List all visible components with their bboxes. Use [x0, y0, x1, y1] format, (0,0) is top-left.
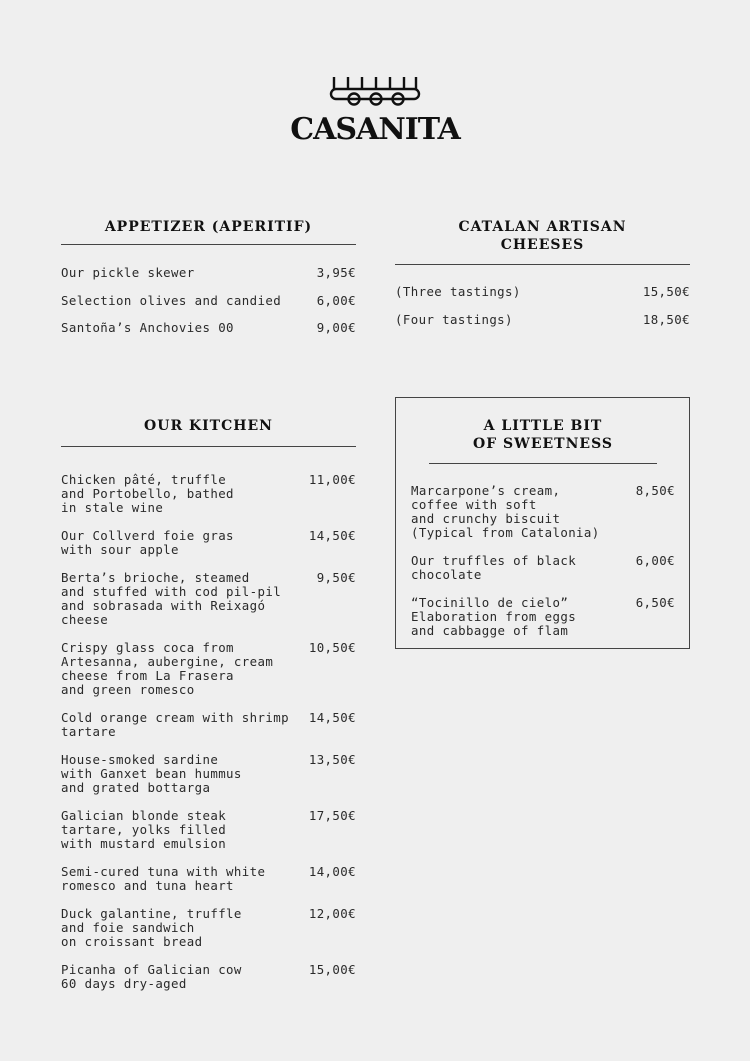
menu-item-price: 18,50€	[642, 311, 690, 327]
section-title: OUR KITCHEN	[144, 418, 273, 434]
menu-item-price: 10,50€	[308, 640, 356, 655]
menu-item	[61, 865, 356, 893]
menu-item-name: Our Collverd foie gras with sour apple	[61, 528, 234, 557]
menu-item	[61, 571, 356, 627]
menu-item	[61, 711, 356, 739]
menu-item-name: (Three tastings)	[395, 284, 521, 299]
menu-item-name: (Four tastings)	[395, 311, 513, 327]
menu-item	[61, 473, 356, 515]
menu-item-price: 15,00€	[308, 962, 356, 977]
menu-item	[61, 753, 356, 795]
menu-item-price: 6,50€	[635, 595, 675, 610]
menu-item-price: 3,95€	[316, 265, 356, 280]
menu-item-name: Marcarpone’s cream, coffee with soft and crunchy biscuit (Typical from Catalonia)	[411, 483, 600, 540]
menu-item	[61, 907, 356, 949]
menu-item-price: 6,00€	[316, 292, 356, 308]
menu-item	[61, 809, 356, 851]
menu-item-price: 9,00€	[316, 320, 356, 335]
divider	[61, 446, 356, 447]
divider	[429, 463, 657, 464]
section-title: A LITTLE BIT OF SWEETNESS	[473, 418, 613, 452]
menu-item	[411, 554, 675, 582]
divider	[61, 244, 356, 245]
menu-item-name: Our pickle skewer	[61, 265, 195, 280]
menu-item-price: 9,50€	[316, 570, 356, 585]
menu-item	[61, 963, 356, 991]
appetizer-section	[61, 218, 356, 349]
skewer-icon	[280, 74, 470, 110]
menu-item-name: Santoña’s Anchovies 00	[61, 320, 234, 335]
menu-item-price: 14,50€	[308, 528, 356, 543]
section-title: APPETIZER (APERITIF)	[104, 219, 313, 235]
menu-item	[61, 529, 356, 557]
menu-item-name: Our truffles of black chocolate	[411, 553, 577, 582]
menu-item	[61, 266, 356, 280]
menu-item	[61, 641, 356, 697]
kitchen-section	[61, 417, 356, 1005]
menu-item	[395, 285, 690, 299]
menu-item-price: 15,50€	[642, 284, 690, 299]
menu-item-price: 12,00€	[308, 906, 356, 921]
menu-item	[411, 596, 675, 638]
menu-item-name: Crispy glass coca from Artesanna, aubergine, cream cheese from La Frasera and green romesco	[61, 640, 274, 697]
menu-item-name: Chicken pâté, truffle and Portobello, bathed in stale wine	[61, 472, 234, 515]
menu-item-name: House-smoked sardine with Ganxet bean hummus and grated bottarga	[61, 752, 242, 795]
section-title: CATALAN ARTISAN CHEESES	[458, 219, 627, 253]
menu-item-price: 14,00€	[308, 864, 356, 879]
divider	[395, 264, 690, 265]
menu-item-name: Semi-cured tuna with white romesco and tuna heart	[61, 864, 266, 893]
menu-item	[61, 294, 356, 308]
menu-item	[411, 484, 675, 540]
menu-item-name: “Tocinillo de cielo” Elaboration from eggs and cabbagge of flam	[411, 595, 577, 638]
menu-item-price: 13,50€	[308, 752, 356, 767]
menu-item-name: Berta’s brioche, steamed and stuffed with cod pil-pil and sobrasada with Reixagó cheese	[61, 570, 282, 627]
menu-item-name: Galician blonde steak tartare, yolks filled with mustard emulsion	[61, 808, 227, 851]
menu-item	[395, 313, 690, 327]
menu-item-price: 11,00€	[308, 472, 356, 487]
menu-item-name: Duck galantine, truffle and foie sandwich on croissant bread	[61, 906, 242, 949]
menu-item-name: Picanha of Galician cow 60 days dry-aged	[61, 962, 242, 991]
menu-item-price: 14,50€	[308, 710, 356, 725]
brand-logo	[280, 74, 470, 154]
brand-wordmark: CASANITA	[290, 112, 460, 147]
menu-item-price: 8,50€	[635, 483, 675, 498]
menu-item	[61, 321, 356, 335]
menu-item-name: Cold orange cream with shrimp tartare	[61, 710, 289, 739]
menu-item-name: Selection olives and candied	[61, 292, 282, 308]
menu-item-price: 6,00€	[635, 553, 675, 568]
sweetness-box	[395, 397, 690, 649]
cheeses-section	[395, 218, 690, 340]
menu-item-price: 17,50€	[308, 808, 356, 823]
